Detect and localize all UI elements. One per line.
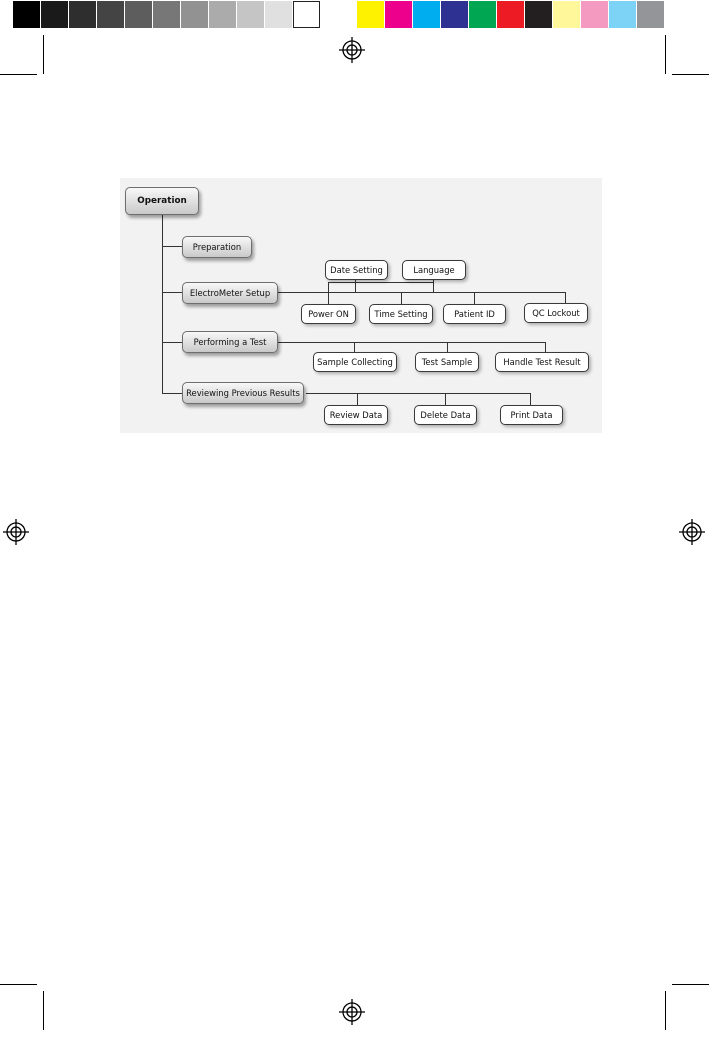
node-reviewing-results: Reviewing Previous Results [182,382,304,404]
node-print-data: Print Data [500,405,563,425]
node-preparation: Preparation [182,236,252,258]
node-sample-collecting: Sample Collecting [313,352,397,372]
node-language: Language [402,260,466,280]
registration-mark-icon [339,999,365,1025]
registration-mark-icon [339,37,365,63]
node-electrometer-setup: ElectroMeter Setup [182,282,278,304]
node-qc-lockout: QC Lockout [524,303,588,323]
node-delete-data: Delete Data [414,405,477,425]
registration-mark-icon [3,519,29,545]
node-review-data: Review Data [324,405,388,425]
node-time-setting: Time Setting [369,304,433,324]
registration-mark-icon [679,519,705,545]
node-patient-id: Patient ID [443,304,506,324]
node-handle-test-result: Handle Test Result [495,352,589,372]
node-performing-test: Performing a Test [182,331,278,353]
node-test-sample: Test Sample [415,352,479,372]
node-operation: Operation [125,187,199,215]
node-date-setting: Date Setting [325,260,388,280]
node-power-on: Power ON [301,304,356,324]
